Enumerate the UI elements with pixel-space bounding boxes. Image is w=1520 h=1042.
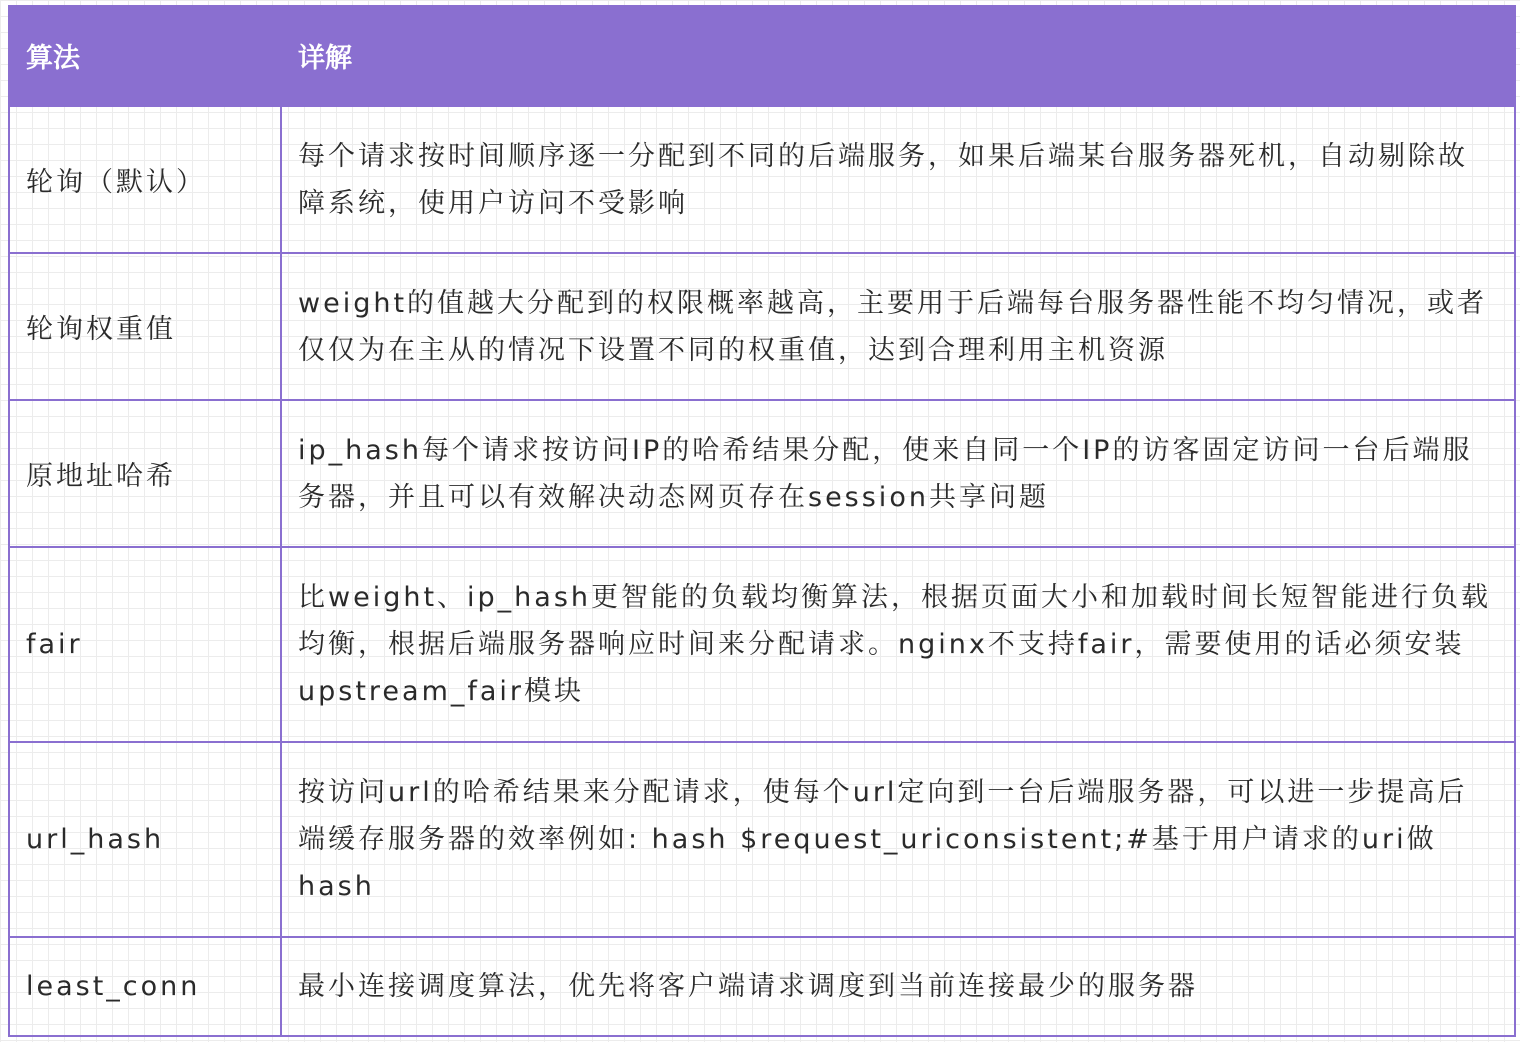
algorithm-detail: 最小连接调度算法，优先将客户端请求调度到当前连接最少的服务器 [298, 971, 1198, 1002]
algorithm-name: least_conn [10, 938, 282, 1035]
algorithm-detail: 每个请求按时间顺序逐一分配到不同的后端服务，如果后端某台服务器死机，自动剔除故障系统，使用户访问不受影响 [298, 140, 1468, 219]
table-row [10, 741, 1514, 936]
algorithm-name: 轮询权重值 [10, 254, 282, 399]
algorithm-name: 轮询（默认） [10, 107, 282, 252]
table-row [10, 399, 1514, 546]
algorithm-detail: weight的值越大分配到的权限概率越高，主要用于后端每台服务器性能不均匀情况，或者仅仅为在主从的情况下设置不同的权重值，达到合理利用主机资源 [298, 287, 1488, 366]
table-header [10, 5, 1514, 105]
table-row [10, 936, 1514, 1035]
header-detail: 详解 [298, 42, 352, 74]
header-algorithm: 算法 [26, 42, 80, 74]
algorithm-name: url_hash [10, 743, 282, 936]
algorithm-name: fair [10, 548, 282, 741]
algorithm-table [8, 5, 1516, 1037]
table-row [10, 105, 1514, 252]
algorithm-detail: 按访问url的哈希结果来分配请求，使每个url定向到一台后端服务器，可以进一步提高后端缓存服务器的效率例如: hash $request_uriconsistent;#基于用户请求的uri做hash [298, 777, 1468, 902]
table-row [10, 546, 1514, 741]
algorithm-detail: ip_hash每个请求按访问IP的哈希结果分配，使来自同一个IP的访客固定访问一台后端服务器，并且可以有效解决动态网页存在session共享问题 [298, 434, 1473, 513]
algorithm-detail: 比weight、ip_hash更智能的负载均衡算法，根据页面大小和加载时间长短智能进行负载均衡，根据后端服务器响应时间来分配请求。nginx不支持fair，需要使用的话必须安装upstream_fair模块 [298, 582, 1492, 707]
algorithm-name: 原地址哈希 [10, 401, 282, 546]
table-row [10, 252, 1514, 399]
